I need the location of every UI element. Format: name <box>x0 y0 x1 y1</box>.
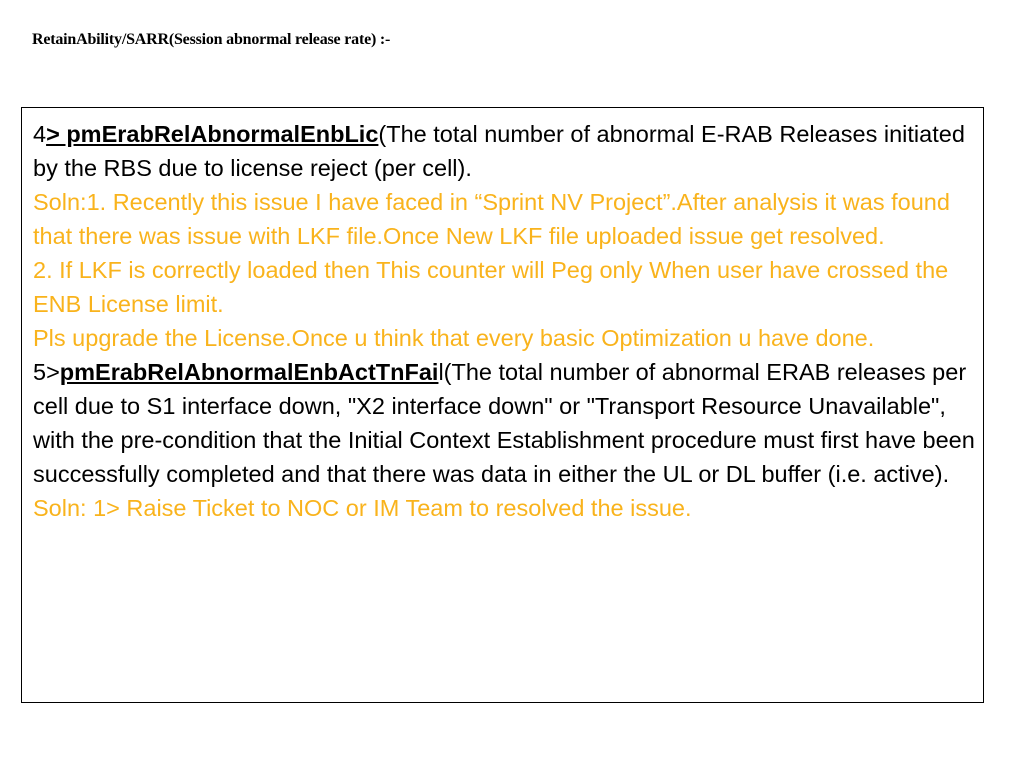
item-4-heading <box>33 117 978 185</box>
counter-pmErabRelAbnormalEnbLic: > pmErabRelAbnormalEnbLic <box>46 121 379 147</box>
item-4-solution-3: Pls upgrade the License.Once u think that every basic Optimization u have done. <box>33 325 875 351</box>
counter-pmErabRelAbnormalEnbActTnFail: pmErabRelAbnormalEnbActTnFai <box>59 359 439 385</box>
item-4-prefix: 4 <box>33 121 47 147</box>
item-4-solution-2: 2. If LKF is correctly loaded then This counter will Peg only When user have crossed the ENB License limit. <box>33 257 949 317</box>
item-5-solution-1: Soln: 1> Raise Ticket to NOC or IM Team to resolved the issue. <box>33 495 692 521</box>
item-4-description: (The total number of abnormal E-RAB Releases initiated by the RBS due to license reject (per cell). <box>33 121 965 181</box>
item-5-description: l(The total number of abnormal ERAB releases per cell due to S1 interface down, "X2 interface down" or "Transport Resource Unavailable", with the pre-condition that the Initial Context Establishment procedure must first have been successfully completed and that there was data in either the UL or DL buffer (i.e. active). <box>33 359 975 487</box>
content-body <box>33 117 978 525</box>
content-box <box>21 107 984 703</box>
slide-title: RetainAbility/SARR(Session abnormal release rate) :- <box>32 31 391 48</box>
item-5-heading <box>33 355 978 491</box>
item-4-solution-1: Soln:1. Recently this issue I have faced in “Sprint NV Project”.After analysis it was found that there was issue with LKF file.Once New LKF file uploaded issue get resolved. <box>33 189 950 249</box>
item-5-prefix: 5> <box>33 359 60 385</box>
